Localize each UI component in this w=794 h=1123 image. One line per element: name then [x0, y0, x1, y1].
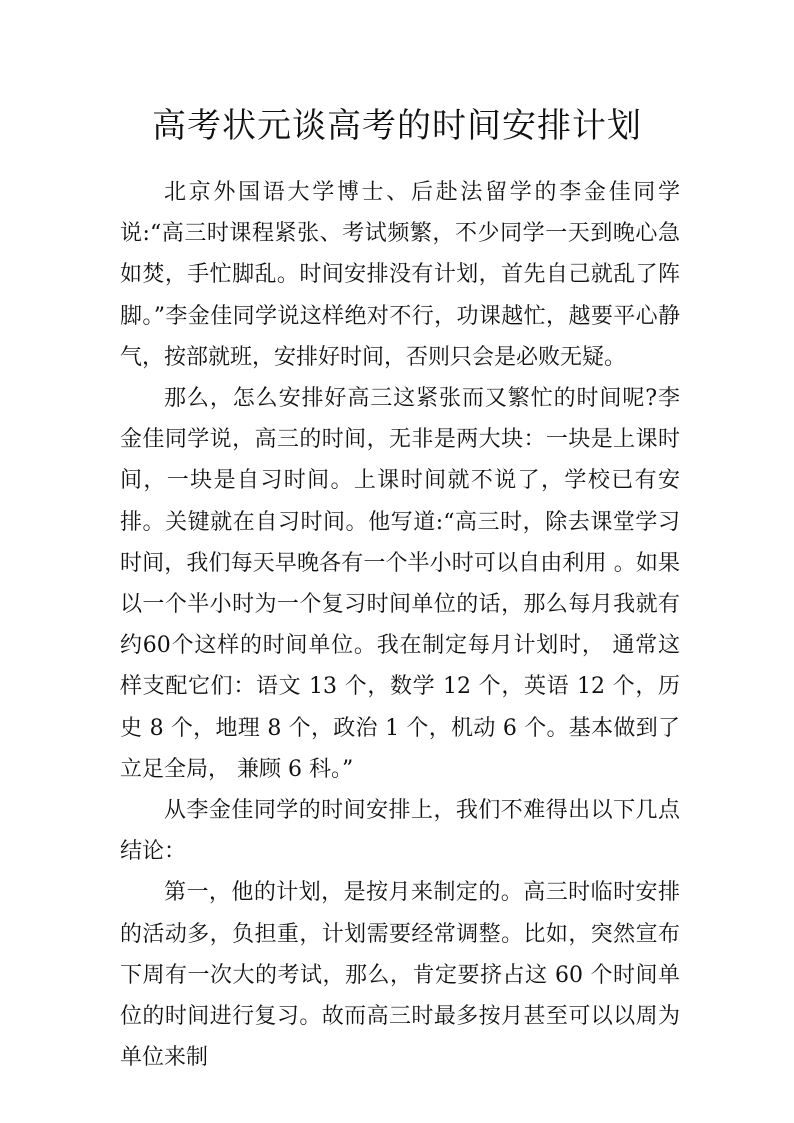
- document-title: 高考状元谈高考的时间安排计划: [152, 106, 642, 146]
- paragraph-conclusion-lead: 从李金佳同学的时间安排上，我们不难得出以下几点结论：: [120, 798, 680, 865]
- document-body: [120, 172, 680, 1078]
- paragraph-intro-quote: 北京外国语大学博士、后赴法留学的李金佳同学说:“高三时课程紧张、考试频繁，不少同学一天到晚心急如焚，手忙脚乱。时间安排没有计划，首先自己就乱了阵脚。”李金佳同学说这样绝对不行，功课越忙，越要平心静气，按部就班，安排好时间，否则只会是必败无疑。: [120, 180, 680, 370]
- paragraph-point-one: 第一，他的计划，是按月来制定的。高三时临时安排的活动多，负担重，计划需要经常调整。比如，突然宣布下周有一次大的考试，那么，肯定要挤占这 60 个时间单位的时间进行复习。故而高三时最多按月甚至可以以周为单位来制: [120, 880, 680, 1071]
- paragraph-time-plan: 那么，怎么安排好高三这紧张而又繁忙的时间呢?李金佳同学说，高三的时间，无非是两大块：一块是上课时间，一块是自习时间。上课时间就不说了，学校已有安排。关键就在自习时间。他写道:“高三时，除去课堂学习时间，我们每天早晚各有一个半小时可以自由利用 。如果以一个半小时为一个复习时间单位的话，那么每月我就有约60个这样的时间单位。我在制定每月计划时， 通常这样支配它们：语文 13 个，数学 12 个，英语 12 个，历史 8 个，地理 8 个，政治 1 个，机动 6 个。基本做到了立足全局， 兼顾 6 科。”: [120, 386, 680, 782]
